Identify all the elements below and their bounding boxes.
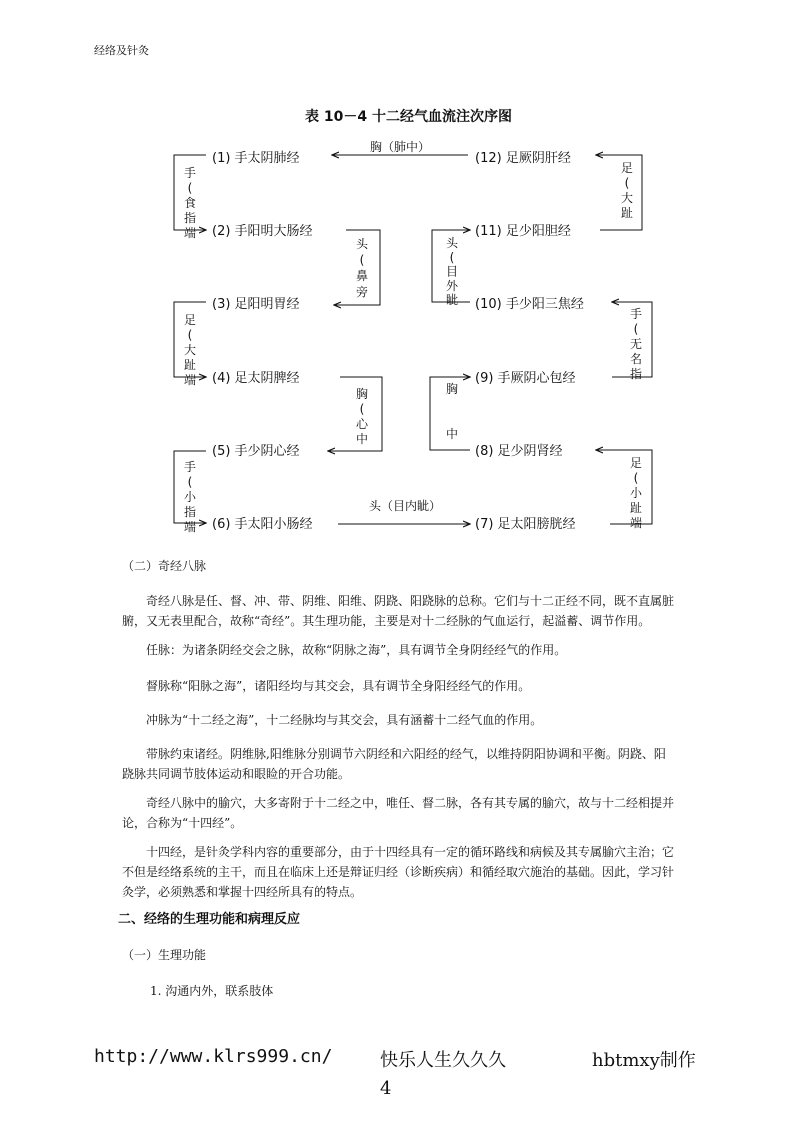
section-heading-physiology: 二、经络的生理功能和病理反应 bbox=[118, 912, 301, 927]
connector-m-8-9: 胸中 bbox=[445, 382, 459, 441]
meridian-2: (2) 手阳明大肠经 bbox=[212, 224, 313, 239]
connector-l-1-2: 手(食指端 bbox=[183, 166, 197, 240]
paragraph-qijing-intro: 奇经八脉是任、督、冲、带、阴维、阳维、阴跷、阳跷脉的总称。它们与十二正经不同，既不直属脏腑，又无表里配合，故称“奇经”。其生理功能，主要是对十二经脉的气血运行，起溢蓄、调节作用。 bbox=[122, 594, 675, 628]
paragraph-renmai: 任脉：为诸条阴经交会之脉，故称“阴脉之海”，具有调节全身阴经经气的作用。 bbox=[146, 643, 567, 657]
footer-center-text: 快乐人生久久久 bbox=[380, 1050, 506, 1071]
connector-m-10-11: 头(目外眦 bbox=[445, 236, 459, 307]
footer-credit: hbtmxy制作 bbox=[592, 1050, 696, 1071]
meridian-9: (9) 手厥阴心包经 bbox=[475, 371, 576, 386]
connector-r-7-8: 足(小趾端 bbox=[629, 456, 643, 530]
connector-top-label: 胸（肺中） bbox=[369, 140, 431, 154]
connector-l-3-4: 足(大趾端 bbox=[183, 313, 197, 387]
diagram-title: 表 10－4 十二经气血流注次序图 bbox=[305, 109, 512, 125]
connector-m-4-5: 胸(心中 bbox=[355, 387, 369, 446]
page-number: 4 bbox=[380, 1078, 392, 1099]
meridian-10: (10) 手少阳三焦经 bbox=[475, 297, 584, 312]
footer-url-link[interactable]: http://www.klrs999.cn/ bbox=[94, 1046, 333, 1067]
connector-l-5-6: 手(小指端 bbox=[183, 460, 197, 534]
connector-r-11-12: 足(大趾 bbox=[620, 161, 634, 220]
meridian-8: (8) 足少阴肾经 bbox=[475, 444, 563, 459]
paragraph-chongmai: 冲脉为“十二经之海”，十二经脉均与其交会，具有涵蓄十二经气血的作用。 bbox=[146, 713, 543, 727]
sub-heading-physiological-function: （一）生理功能 bbox=[122, 948, 207, 962]
meridian-12: (12) 足厥阴肝经 bbox=[475, 151, 571, 166]
paragraph-shuxue: 奇经八脉中的腧穴，大多寄附于十二经之中，唯任、督二脉，各有其专属的腧穴，故与十二经相提并论，合称为“十四经”。 bbox=[122, 796, 675, 830]
connector-r-9-10: 手(无名指 bbox=[629, 307, 643, 381]
meridian-flow-diagram bbox=[0, 0, 793, 540]
meridian-1: (1) 手太阴肺经 bbox=[212, 151, 300, 166]
meridian-3: (3) 足阳明胃经 bbox=[212, 297, 300, 312]
meridian-6: (6) 手太阳小肠经 bbox=[212, 517, 313, 532]
list-item-1: 1. 沟通内外，联系肢体 bbox=[150, 984, 274, 998]
meridian-5: (5) 手少阴心经 bbox=[212, 444, 300, 459]
loop-11-to-12 bbox=[596, 155, 642, 230]
meridian-4: (4) 足太阴脾经 bbox=[212, 371, 300, 386]
paragraph-shisijing: 十四经，是针灸学科内容的重要部分，由于十四经具有一定的循环路线和病候及其专属腧穴主治；它不但是经络系统的主干，而且在临床上还是辩证归经（诊断疾病）和循经取穴施治的基础。因此，学习针灸学，必须熟悉和掌握十四经所具有的特点。 bbox=[122, 845, 675, 899]
connector-m-2-3: 头(鼻旁 bbox=[355, 237, 369, 299]
running-header: 经络及针灸 bbox=[94, 44, 149, 57]
paragraph-dumai: 督脉称“阳脉之海”，诸阳经均与其交会，具有调节全身阳经经气的作用。 bbox=[146, 679, 531, 693]
meridian-7: (7) 足太阳膀胱经 bbox=[475, 517, 576, 532]
loop-7-to-8 bbox=[596, 450, 652, 524]
connector-bottom-label: 头（目内眦） bbox=[368, 499, 442, 513]
paragraph-daimai: 带脉约束诸经。阴维脉,阳维脉分别调节六阴经和六阳经的经气，以维持阴阳协调和平衡。阴跷、阳跷脉共同调节肢体运动和眼睑的开合功能。 bbox=[122, 747, 666, 781]
meridian-11: (11) 足少阳胆经 bbox=[475, 224, 571, 239]
section-heading-qijing: （二）奇经八脉 bbox=[122, 559, 207, 573]
